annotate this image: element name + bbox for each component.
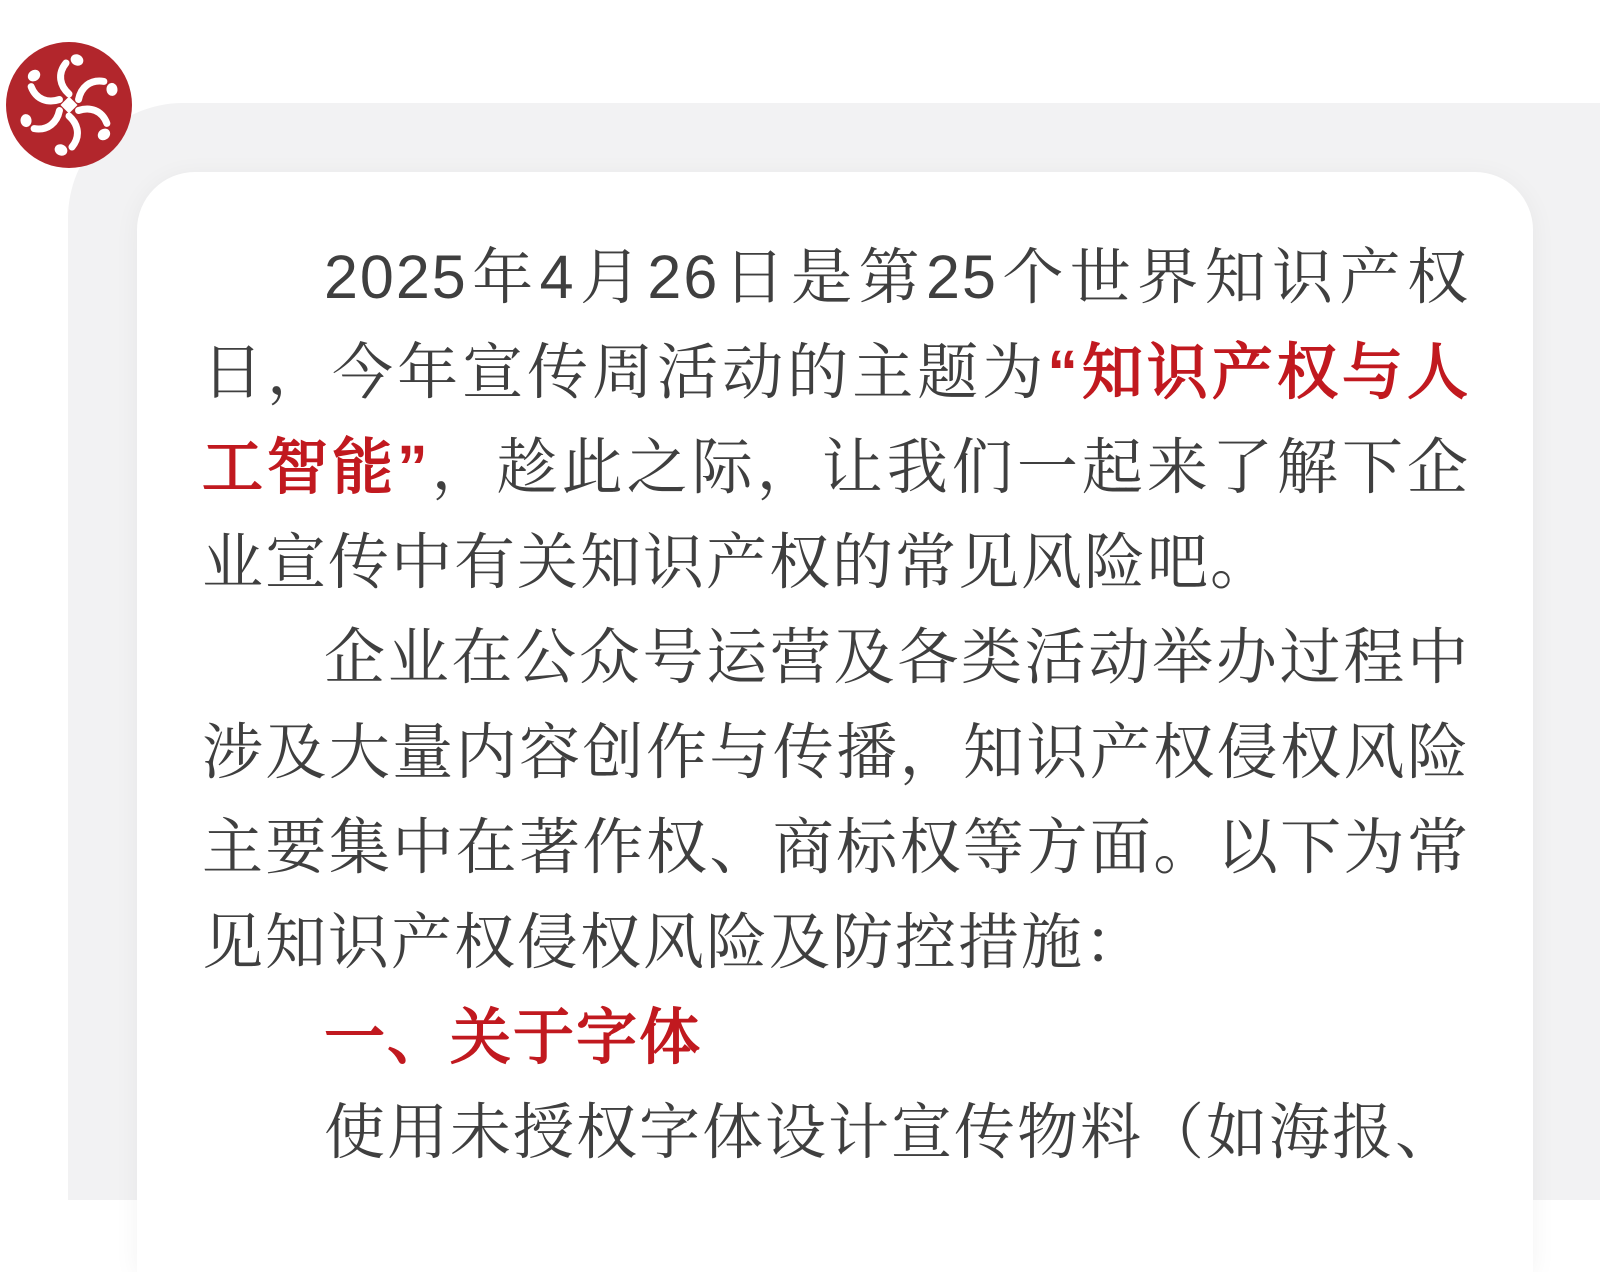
emphasis-red-text: 一、关于字体 xyxy=(324,1003,703,1071)
paragraph xyxy=(202,990,1470,1085)
article-card xyxy=(137,172,1533,1272)
body-text: ，趁此之际，让我们一起来了解下企业宣传中有关知识产权的常见风险吧。 xyxy=(202,433,1470,596)
paragraph xyxy=(202,610,1470,990)
body-text: 企业在公众号运营及各类活动举办过程中涉及大量内容创作与传播，知识产权侵权风险主要集中在著作权、商标权等方面。以下为常见知识产权侵权风险及防控措施： xyxy=(202,623,1470,976)
emphasis-red-text: “知识产权与人工智能” xyxy=(202,338,1470,501)
red-seal-icon xyxy=(6,42,132,168)
body-text: 使用未授权字体设计宣传物料（如海报、 xyxy=(324,1098,1459,1166)
article-body xyxy=(137,172,1533,1180)
account-logo xyxy=(6,42,132,168)
paragraph xyxy=(202,230,1470,610)
paragraph xyxy=(202,1085,1470,1180)
body-text: 2025年4月26日是第25个世界知识产权日，今年宣传周活动的主题为 xyxy=(202,243,1470,406)
